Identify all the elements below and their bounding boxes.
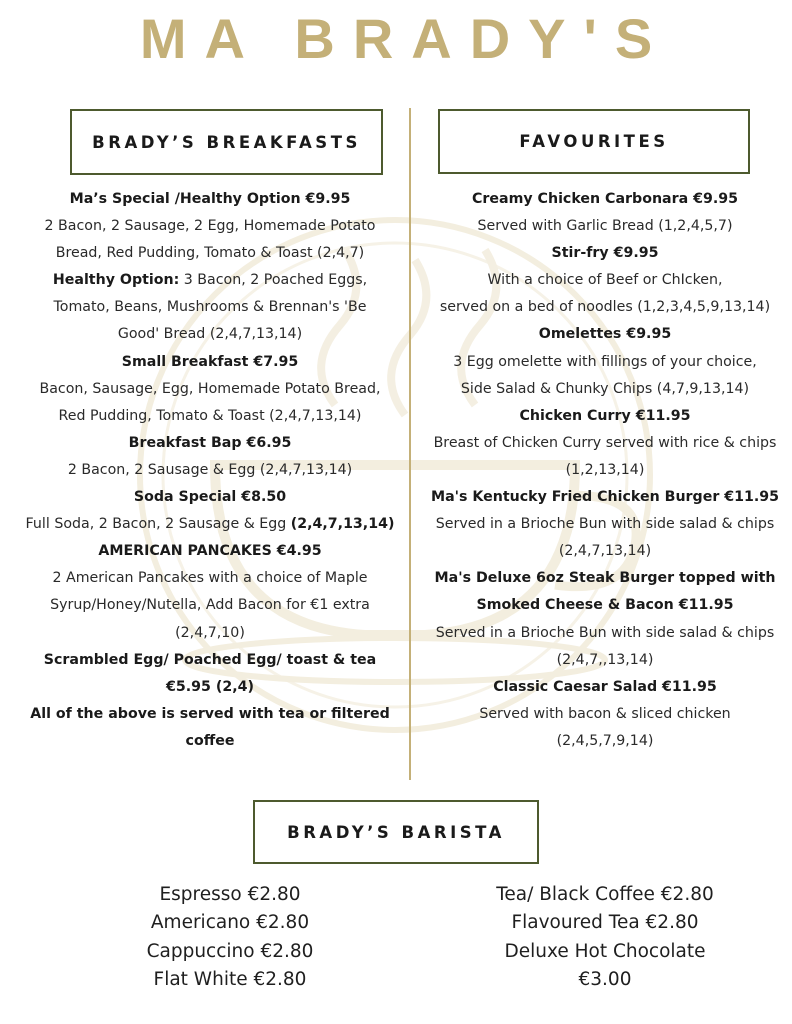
menu-item-description: Served with Garlic Bread (1,2,4,5,7) [477, 218, 733, 235]
healthy-option-label: Healthy Option: [52, 272, 180, 289]
barista-item: Tea/ Black Coffee €2.80 [496, 884, 714, 905]
healthy-option-text: 3 Bacon, 2 Poached Eggs, [179, 272, 368, 289]
barista-item: €3.00 [578, 968, 632, 990]
menu-item-description: (2,4,7,,13,14) [556, 651, 654, 668]
menu-item-description: (2,4,7,10) [175, 624, 245, 641]
menu-item-title: Smoked Cheese & Bacon €11.95 [476, 597, 734, 614]
menu-item-title: Classic Caesar Salad €11.95 [493, 678, 717, 695]
menu-item-description: 3 Egg omelette with fillings of your choice, [453, 353, 757, 370]
section-heading-favourites: FAVOURITES [438, 109, 750, 174]
section-heading-barista: BRADY’S BARISTA [253, 800, 539, 864]
favourites-menu [418, 186, 792, 755]
barista-list-left [80, 881, 380, 994]
menu-item-description: Served in a Brioche Bun with side salad & chips [435, 624, 775, 641]
menu-item-description: 2 American Pancakes with a choice of Maple [52, 570, 368, 587]
barista-item: Flat White €2.80 [153, 968, 307, 990]
page-title: MA BRADY'S [139, 7, 671, 70]
section-heading-breakfasts: BRADY’S BREAKFASTS [70, 109, 383, 175]
menu-item-description: Served with bacon & sliced chicken [479, 705, 731, 722]
menu-item-description: Tomato, Beans, Mushrooms & Brennan's 'Be [53, 299, 367, 316]
menu-item-description: (1,2,13,14) [565, 461, 645, 478]
menu-item-title: Ma's Deluxe 6oz Steak Burger topped with [434, 570, 776, 587]
barista-item: Americano €2.80 [150, 912, 310, 934]
menu-item-title: Creamy Chicken Carbonara €9.95 [471, 191, 739, 207]
menu-item-description: 2 Bacon, 2 Sausage & Egg (2,4,7,13,14) [67, 461, 353, 478]
column-divider [409, 108, 411, 780]
menu-item-title: Small Breakfast €7.95 [121, 353, 299, 370]
menu-note: coffee [185, 732, 235, 749]
menu-item-description: served on a bed of noodles (1,2,3,4,5,9,13,14) [439, 299, 771, 316]
menu-item-title: Scrambled Egg/ Poached Egg/ toast & tea [43, 651, 377, 668]
barista-item: Deluxe Hot Chocolate [504, 940, 706, 962]
menu-item-title: Ma’s Special /Healthy Option €9.95 [69, 191, 351, 207]
soda-special-allergens: (2,4,7,13,14) [290, 516, 395, 533]
menu-item-description [20, 511, 400, 538]
barista-item: Cappuccino €2.80 [146, 940, 314, 962]
menu-item-description: Breast of Chicken Curry served with rice & chips [433, 434, 777, 451]
barista-list-right [455, 881, 755, 994]
menu-item-description: 2 Bacon, 2 Sausage, 2 Egg, Homemade Potato [44, 218, 376, 235]
menu-item-title: Soda Special €8.50 [133, 489, 287, 506]
menu-item-description: Red Pudding, Tomato & Toast (2,4,7,13,14) [58, 407, 362, 424]
menu-item-description: Side Salad & Chunky Chips (4,7,9,13,14) [460, 380, 750, 397]
menu-item-title: Omelettes €9.95 [538, 326, 672, 343]
menu-item-description: Good' Bread (2,4,7,13,14) [117, 326, 303, 343]
menu-item-title: Breakfast Bap €6.95 [128, 434, 292, 451]
menu-item-description: (2,4,5,7,9,14) [556, 732, 654, 749]
barista-item: Espresso €2.80 [159, 884, 301, 905]
menu-item-description: With a choice of Beef or ChIcken, [487, 272, 723, 289]
menu-item-description: (2,4,7,13,14) [558, 543, 652, 560]
menu-item-title: Chicken Curry €11.95 [519, 407, 691, 424]
menu-item-description: Served in a Brioche Bun with side salad & chips [435, 516, 775, 533]
menu-item-description: Bacon, Sausage, Egg, Homemade Potato Bread, [39, 380, 381, 397]
menu-item-title: Stir-fry €9.95 [551, 245, 659, 262]
menu-item-title: AMERICAN PANCAKES €4.95 [98, 543, 322, 560]
barista-item: Flavoured Tea €2.80 [511, 912, 699, 934]
menu-item-title: Ma's Kentucky Fried Chicken Burger €11.95 [430, 489, 780, 506]
menu-item-description: Syrup/Honey/Nutella, Add Bacon for €1 extra [50, 597, 370, 614]
menu-item-title: €5.95 (2,4) [166, 678, 254, 695]
soda-special-text: Full Soda, 2 Bacon, 2 Sausage & Egg [25, 516, 291, 533]
menu-item-description [20, 267, 400, 294]
breakfasts-menu [20, 186, 400, 755]
menu-item-description: Bread, Red Pudding, Tomato & Toast (2,4,7) [55, 245, 365, 262]
menu-note: All of the above is served with tea or filtered [30, 705, 390, 722]
